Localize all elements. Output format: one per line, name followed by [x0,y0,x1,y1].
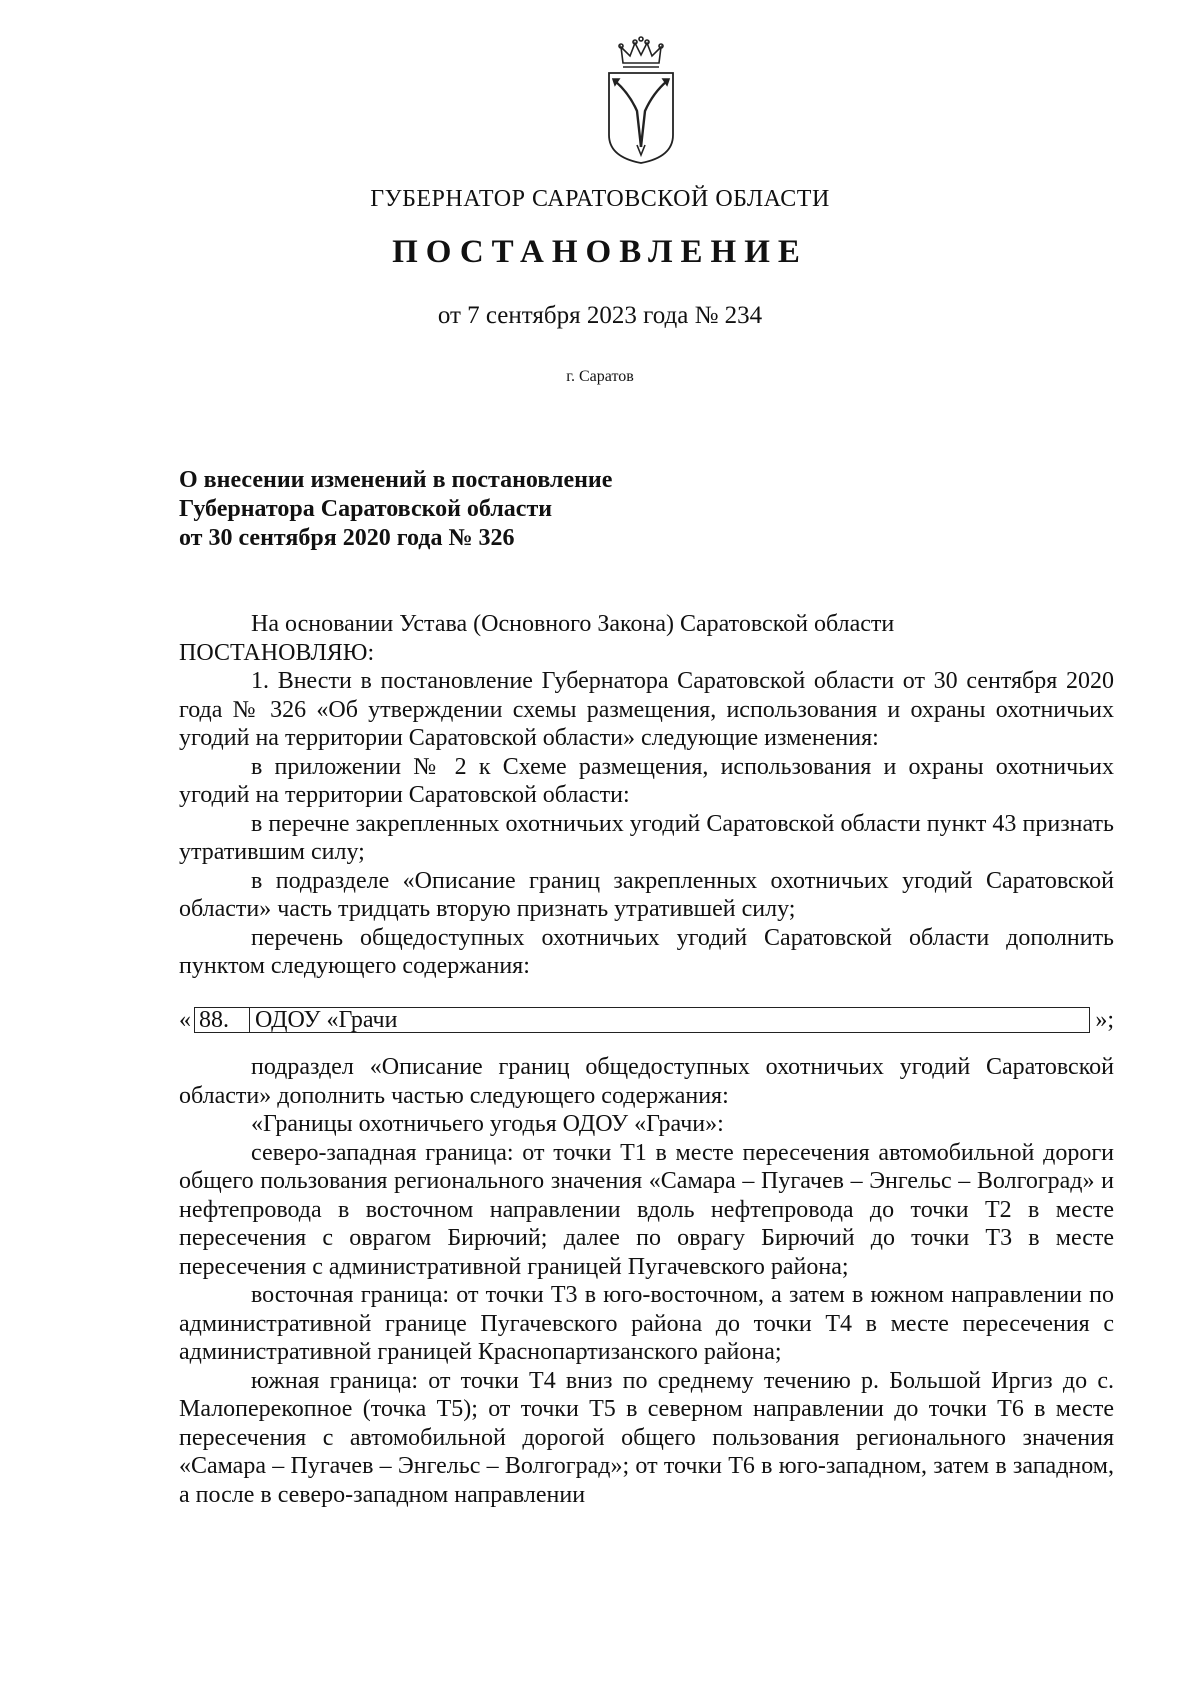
subject-line: О внесении изменений в постановление [179,467,613,493]
paragraph: в приложении № 2 к Схеме размещения, использования и охраны охотничьих угодий на территории Саратовской области: [179,753,1114,808]
paragraph: 1. Внести в постановление Губернатора Саратовской области от 30 сентября 2020 года № 326 «Об утверждении схемы размещения, использования и охраны охотничьих угодий на территории Саратовской области» следующие изменения: [179,668,1114,751]
document-type-title: ПОСТАНОВЛЕНИЕ [392,234,808,270]
open-quote: « [179,1007,191,1033]
inserted-table-row [179,1005,1114,1035]
body-section-boundaries [179,1053,1114,1509]
paragraph-resolve: ПОСТАНОВЛЯЮ: [179,639,375,666]
close-quote: »; [1095,1007,1114,1033]
paragraph: южная граница: от точки Т4 вниз по среднему течению р. Большой Иргиз до с. Малоперекопное (точка Т5); от точки Т5 в северном направлении до точки Т6 в месте пересечения с автомобильной дорогой общего пользования регионального значения «Самара – Пугачев – Энгельс – Волгоград»; от точки Т6 в юго-западном, затем в западном, а после в северо-западном направлении [179,1367,1114,1508]
paragraph: восточная граница: от точки Т3 в юго-восточном, а затем в южном направлении по административной границе Пугачевского района до точки Т4 в месте пересечения с административной границей Краснопартизанского района; [179,1282,1114,1365]
document-subject [179,466,879,553]
table-cell-name: ОДОУ «Грачи [255,1007,398,1033]
paragraph: в перечне закрепленных охотничьих угодий Саратовской области пункт 43 признать утратившим силу; [179,810,1114,865]
paragraph: в подразделе «Описание границ закрепленных охотничьих угодий Саратовской области» часть тридцать вторую признать утратившей силу; [179,867,1114,922]
paragraph: северо-западная граница: от точки Т1 в месте пересечения автомобильной дороги общего пользования регионального значения «Самара – Пугачев – Энгельс – Волгоград» и нефтепровода в восточном направлении вдоль нефтепровода до точки Т2 в месте пересечения с оврагом Бирючий; далее по оврагу Бирючий до точки Т3 в месте пересечения с административной границей Пугачевского района; [179,1139,1114,1280]
paragraph: На основании Устава (Основного Закона) Саратовской области [251,611,895,637]
table [194,1007,1090,1033]
document-city: г. Саратов [566,368,634,385]
subject-line: Губернатора Саратовской области [179,496,553,522]
body-section-preamble [179,610,1114,981]
table-cell-number: 88. [195,1008,250,1032]
coat-of-arms-emblem [601,35,681,165]
paragraph: перечень общедоступных охотничьих угодий Саратовской области дополнить пунктом следующего содержания: [179,924,1114,979]
issuing-authority: ГУБЕРНАТОР САРАТОВСКОЙ ОБЛАСТИ [370,186,830,212]
paragraph: подраздел «Описание границ общедоступных охотничьих угодий Саратовской области» дополнить частью следующего содержания: [179,1054,1114,1109]
paragraph: «Границы охотничьего угодья ОДОУ «Грачи»: [251,1111,724,1137]
subject-line: от 30 сентября 2020 года № 326 [179,525,515,551]
document-date-number: от 7 сентября 2023 года № 234 [437,302,763,329]
